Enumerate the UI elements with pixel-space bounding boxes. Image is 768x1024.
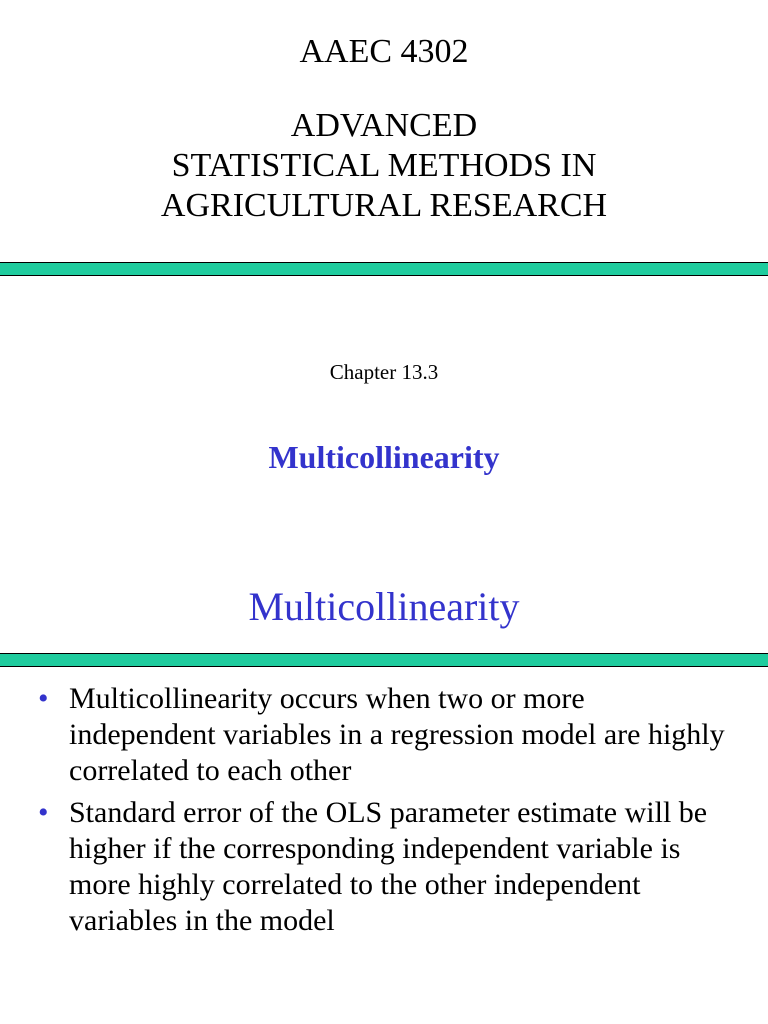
bullet-marker-icon: •: [38, 682, 49, 715]
bullet-list: [0, 681, 768, 945]
course-title: [0, 106, 768, 226]
title-divider: [0, 262, 768, 276]
bullet-text: Multicollinearity occurs when two or more independent variables in a regression model are highly correlated to each other: [69, 682, 725, 787]
slide-title: Multicollinearity: [248, 584, 520, 629]
bullet-item: [0, 795, 768, 939]
bullet-item: [0, 681, 768, 789]
content-slide: [0, 556, 768, 1024]
slide-divider: [0, 653, 768, 667]
course-title-line: STATISTICAL METHODS IN: [171, 147, 597, 184]
bullet-marker-icon: •: [38, 796, 49, 829]
topic-heading: Multicollinearity: [268, 439, 500, 475]
chapter-label: Chapter 13.3: [329, 360, 439, 384]
bullet-text: Standard error of the OLS parameter estimate will be higher if the corresponding independent variable is more highly correlated to the other independent variables in the model: [69, 796, 708, 937]
course-code: AAEC 4302: [299, 33, 469, 70]
course-title-line: ADVANCED: [290, 107, 478, 144]
course-title-line: AGRICULTURAL RESEARCH: [160, 187, 608, 224]
